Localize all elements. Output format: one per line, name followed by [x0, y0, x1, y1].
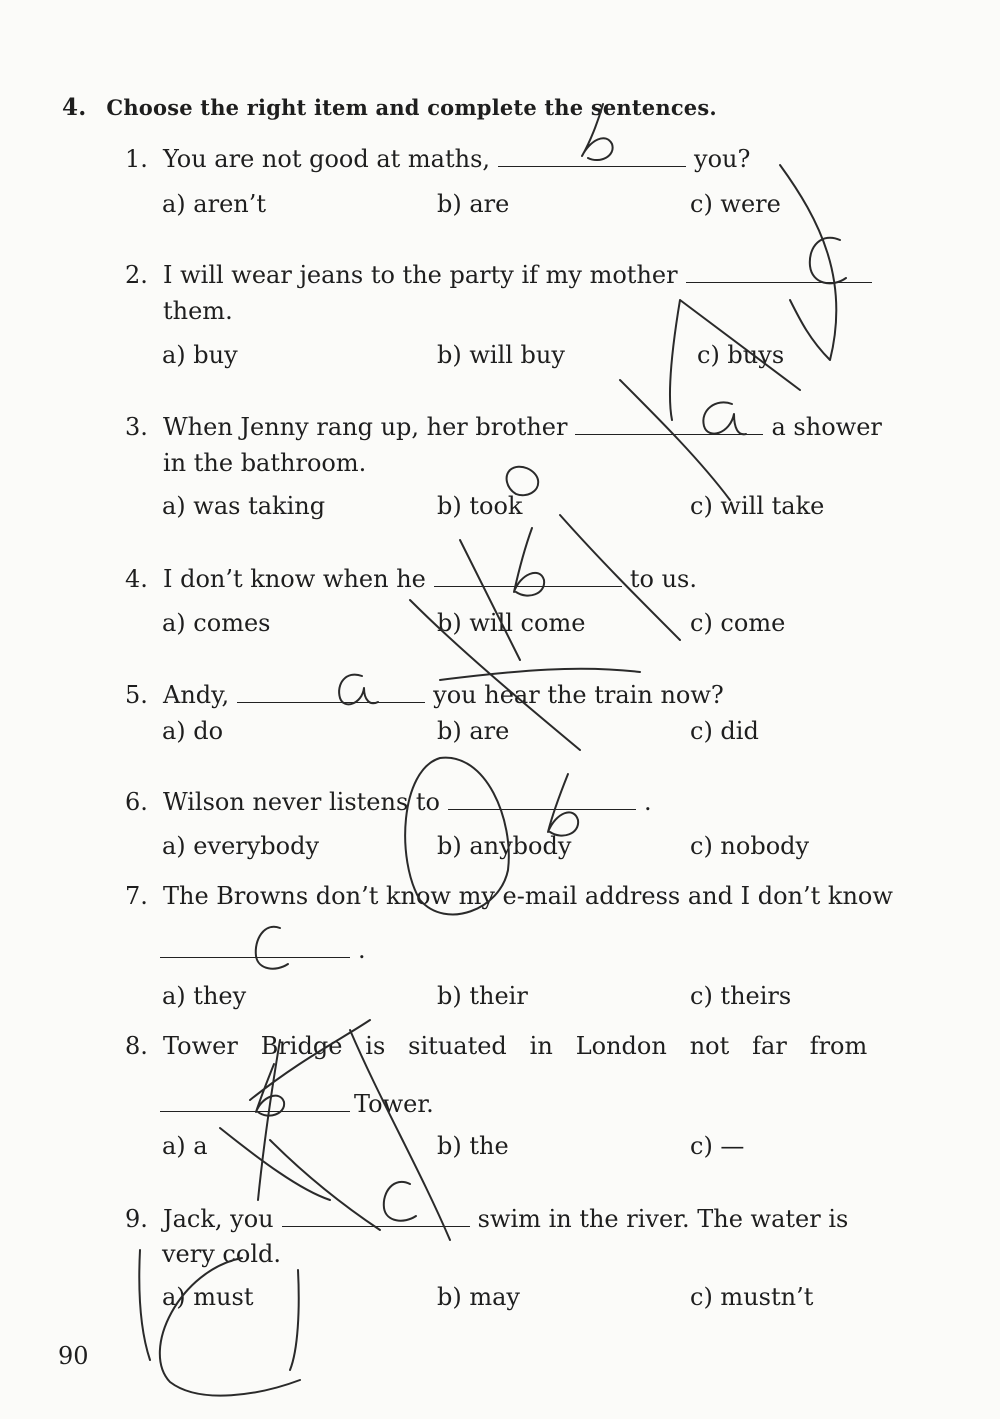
option[interactable]: a) was taking — [162, 492, 326, 520]
answer-blank[interactable] — [498, 146, 686, 167]
question-8: 8. Tower Bridge is situated in London not far from — [125, 1032, 868, 1060]
answer-blank[interactable] — [575, 414, 763, 435]
question-3-continuation: in the bathroom. — [163, 449, 367, 477]
question-7: 7. The Browns don’t know my e-mail address and I don’t know — [125, 882, 893, 910]
stamp-letter-c — [160, 1258, 300, 1396]
question-5: 5. Andy, you hear the train now? — [125, 681, 724, 709]
question-2: 2. I will wear jeans to the party if my mother — [125, 261, 880, 289]
answer-blank[interactable] — [448, 789, 636, 810]
answer-blank[interactable] — [237, 682, 425, 703]
answer-blank[interactable] — [282, 1206, 470, 1227]
option[interactable]: a) a — [162, 1132, 208, 1160]
option[interactable]: a) must — [162, 1283, 254, 1311]
answer-blank[interactable] — [434, 566, 622, 587]
option[interactable]: b) took — [437, 492, 523, 520]
option[interactable]: a) they — [162, 982, 247, 1010]
question-1: 1. You are not good at maths, you? — [125, 145, 751, 173]
question-4: 4. I don’t know when he to us. — [125, 565, 697, 593]
option[interactable]: b) the — [437, 1132, 509, 1160]
answer-blank[interactable] — [160, 937, 350, 958]
option[interactable]: a) aren’t — [162, 190, 267, 218]
stamp-stroke — [139, 1250, 150, 1360]
answer-blank[interactable] — [160, 1091, 350, 1112]
question-9: 9. Jack, you swim in the river. The water is — [125, 1205, 849, 1233]
stamp-letter-n — [620, 300, 800, 500]
option[interactable]: a) comes — [162, 609, 271, 637]
option[interactable]: c) mustn’t — [690, 1283, 814, 1311]
exercise-instruction: Choose the right item and complete the sentences. — [106, 95, 717, 120]
option[interactable]: c) nobody — [690, 832, 810, 860]
option[interactable]: b) will come — [437, 609, 586, 637]
stamp-stroke — [290, 1270, 299, 1370]
answer-blank[interactable] — [686, 262, 872, 283]
question-8-continuation: Tower. — [160, 1090, 434, 1118]
page-number: 90 — [58, 1342, 89, 1370]
option[interactable]: c) buys — [697, 341, 785, 369]
option[interactable]: c) will take — [690, 492, 825, 520]
option[interactable]: c) theirs — [690, 982, 792, 1010]
option[interactable]: a) do — [162, 717, 224, 745]
option[interactable]: b) are — [437, 190, 510, 218]
option[interactable]: b) may — [437, 1283, 520, 1311]
option[interactable]: b) will buy — [437, 341, 565, 369]
option[interactable]: b) their — [437, 982, 528, 1010]
option[interactable]: a) buy — [162, 341, 238, 369]
option[interactable]: a) everybody — [162, 832, 320, 860]
option[interactable]: b) anybody — [437, 832, 572, 860]
option[interactable]: c) were — [690, 190, 781, 218]
option[interactable]: c) did — [690, 717, 759, 745]
option[interactable]: b) are — [437, 717, 510, 745]
option[interactable]: c) — — [690, 1132, 745, 1160]
option[interactable]: c) come — [690, 609, 786, 637]
exercise-header — [62, 94, 717, 121]
stamp-stroke — [507, 467, 539, 495]
question-9-continuation: very cold. — [162, 1240, 281, 1268]
question-2-continuation: them. — [163, 297, 233, 325]
question-3: 3. When Jenny rang up, her brother a shower — [125, 413, 882, 441]
question-6: 6. Wilson never listens to . — [125, 788, 652, 816]
exercise-number: 4. — [62, 94, 87, 121]
question-7-continuation: . — [160, 936, 366, 964]
